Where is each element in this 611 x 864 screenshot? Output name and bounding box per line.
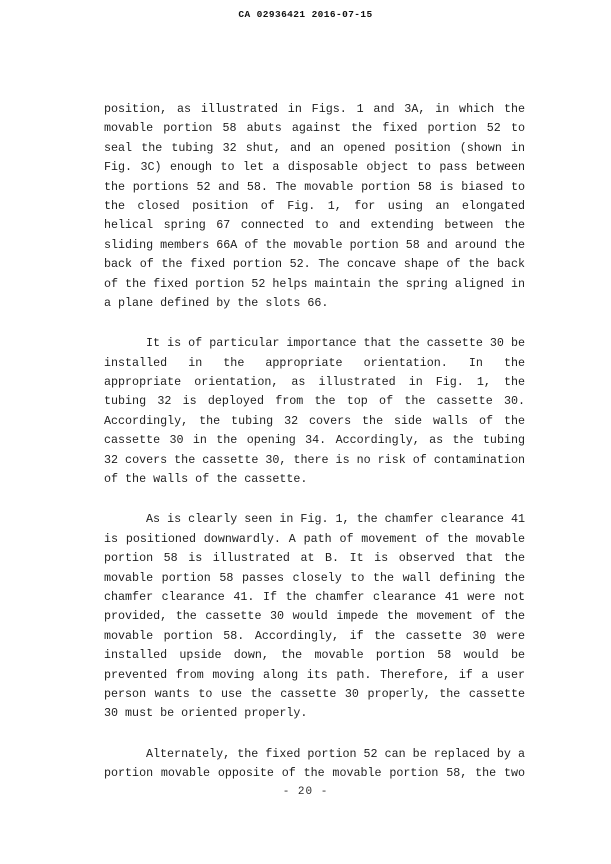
- text-line: person wants to use the cassette 30 properly, the cassette: [104, 686, 525, 701]
- text-line: 30 must be oriented properly.: [104, 706, 308, 721]
- text-line: cassette 30 in the opening 34. Accordingly, as the tubing: [104, 433, 525, 448]
- text-line: installed upside down, the movable portion 58 would be: [104, 648, 525, 663]
- text-line: appropriate orientation, as illustrated in Fig. 1, the: [104, 375, 525, 390]
- patent-id-header: CA 02936421 2016-07-15: [238, 9, 373, 20]
- text-line: seal the tubing 32 shut, and an opened position (shown in: [104, 140, 525, 155]
- text-line: back of the fixed portion 52. The concave shape of the back: [104, 257, 525, 272]
- text-line: 32 covers the cassette 30, there is no risk of contamination: [104, 452, 525, 467]
- text-line: portion 58 is illustrated at B. It is observed that the: [104, 551, 525, 566]
- text-line: the portions 52 and 58. The movable portion 58 is biased to: [104, 179, 525, 194]
- page-number: - 20 -: [282, 786, 329, 798]
- text-line: tubing 32 is deployed from the top of the cassette 30.: [104, 394, 525, 409]
- text-line: is positioned downwardly. A path of movement of the movable: [104, 531, 525, 546]
- text-line: As is clearly seen in Fig. 1, the chamfer clearance 41: [146, 512, 525, 527]
- text-line: helical spring 67 connected to and extending between the: [104, 218, 525, 233]
- text-line: movable portion 58 passes closely to the wall defining the: [104, 570, 525, 585]
- paragraph: [104, 510, 525, 723]
- text-line: position, as illustrated in Figs. 1 and 3A, in which the: [104, 102, 525, 116]
- page-body-text: [104, 100, 525, 784]
- text-line: a plane defined by the slots 66.: [104, 295, 329, 310]
- text-line: of the fixed portion 52 helps maintain the spring aligned in: [104, 276, 525, 291]
- text-line: prevented from moving along its path. Therefore, if a user: [104, 667, 525, 682]
- text-line: provided, the cassette 30 would impede the movement of the: [104, 609, 525, 624]
- text-line: installed in the appropriate orientation. In the: [104, 355, 525, 370]
- paragraph: [104, 100, 525, 313]
- text-line: of the walls of the cassette.: [104, 472, 308, 487]
- text-line: the closed position of Fig. 1, for using an elongated: [104, 198, 525, 213]
- text-line: It is of particular importance that the cassette 30 be: [146, 336, 525, 351]
- text-line: portion movable opposite of the movable portion 58, the two: [104, 766, 525, 781]
- text-line: Fig. 3C) enough to let a disposable object to pass between: [104, 160, 525, 175]
- paragraph: [104, 745, 525, 784]
- text-line: sliding members 66A of the movable portion 58 and around the: [104, 237, 525, 252]
- text-line: Accordingly, the tubing 32 covers the side walls of the: [104, 413, 525, 428]
- paragraph: [104, 334, 525, 489]
- text-line: Alternately, the fixed portion 52 can be replaced by a: [146, 746, 525, 761]
- text-line: movable portion 58. Accordingly, if the cassette 30 were: [104, 628, 525, 643]
- text-line: movable portion 58 abuts against the fixed portion 52 to: [104, 121, 525, 136]
- text-line: chamfer clearance 41. If the chamfer clearance 41 were not: [104, 589, 525, 604]
